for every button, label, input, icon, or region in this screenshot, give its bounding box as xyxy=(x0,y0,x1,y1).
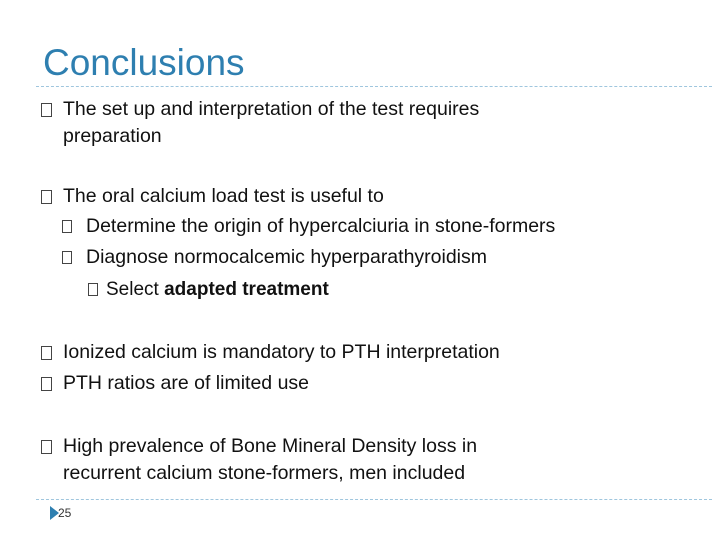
sub-sub-bullet-prefix: Select xyxy=(106,279,165,300)
sub-bullet-text: Diagnose normocalcemic hyperparathyroidism xyxy=(86,246,488,268)
box-bullet-icon xyxy=(41,190,52,204)
bullet-text: High prevalence of Bone Mineral Density loss in xyxy=(63,435,478,457)
sub-sub-bullet-text xyxy=(106,276,329,303)
box-bullet-icon xyxy=(62,220,72,233)
title-divider xyxy=(36,86,712,87)
footer-divider xyxy=(36,499,712,500)
bullet-text: The oral calcium load test is useful to xyxy=(63,185,384,207)
box-bullet-icon xyxy=(62,251,72,264)
sub-sub-bullet-bold: adapted treatment xyxy=(164,279,329,300)
box-bullet-icon xyxy=(41,103,52,117)
bullet-text: Ionized calcium is mandatory to PTH interpretation xyxy=(63,341,500,363)
bullet-text: PTH ratios are of limited use xyxy=(63,372,310,394)
bullet-text-continuation: preparation xyxy=(63,125,162,147)
sub-bullet-text: Determine the origin of hypercalciuria in stone-formers xyxy=(86,215,556,237)
bullet-text: The set up and interpretation of the test requires xyxy=(63,98,480,120)
slide-title: Conclusions xyxy=(43,42,245,83)
box-bullet-icon xyxy=(88,283,98,296)
box-bullet-icon xyxy=(41,346,52,360)
box-bullet-icon xyxy=(41,440,52,454)
page-number: 25 xyxy=(58,506,72,520)
box-bullet-icon xyxy=(41,377,52,391)
bullet-text-continuation: recurrent calcium stone-formers, men included xyxy=(63,462,466,484)
